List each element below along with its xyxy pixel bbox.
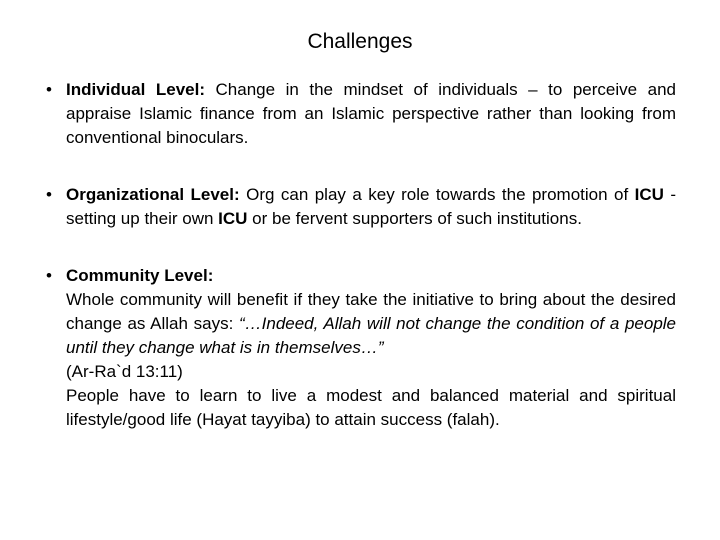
bullet-text: or be fervent supporters of such institutions. xyxy=(247,209,582,228)
bullet-label: Community Level: xyxy=(66,266,214,285)
bullet-label: Organizational Level: xyxy=(66,185,240,204)
quran-quote: “…Indeed, Allah will not change the condition of a people until they change what is in themselves…” xyxy=(66,314,676,357)
bullet-text: Change in the mindset of individuals – to perceive and appraise Islamic finance from an Islamic perspective rather than looking from conventional binoculars. xyxy=(66,80,676,147)
slide-title: Challenges xyxy=(307,30,413,53)
bullet-text: - setting up their own xyxy=(66,185,677,228)
bullet-label: Individual Level: xyxy=(66,80,205,99)
bullet-icon: • xyxy=(46,185,52,204)
bullet-text: Org can play a key role towards the promotion of xyxy=(239,185,635,204)
paragraph-text: Whole community will benefit if they take the initiative to bring about the desired change as Allah says: xyxy=(66,290,676,333)
bullet-icon: • xyxy=(46,266,52,285)
bullet-individual-level xyxy=(46,78,676,150)
bullet-icon: • xyxy=(46,80,52,99)
bullet-community-level xyxy=(46,264,676,432)
community-paragraph-1 xyxy=(66,288,676,360)
icu-term: ICU xyxy=(634,185,664,204)
bullet-list xyxy=(46,78,676,432)
community-paragraph-2: People have to learn to live a modest and balanced material and spiritual lifestyle/good life (Hayat tayyiba) to attain success (falah). xyxy=(66,386,676,429)
quran-reference: (Ar-Ra`d 13:11) xyxy=(66,362,183,381)
icu-term: ICU xyxy=(218,209,248,228)
bullet-organizational-level xyxy=(46,183,676,231)
